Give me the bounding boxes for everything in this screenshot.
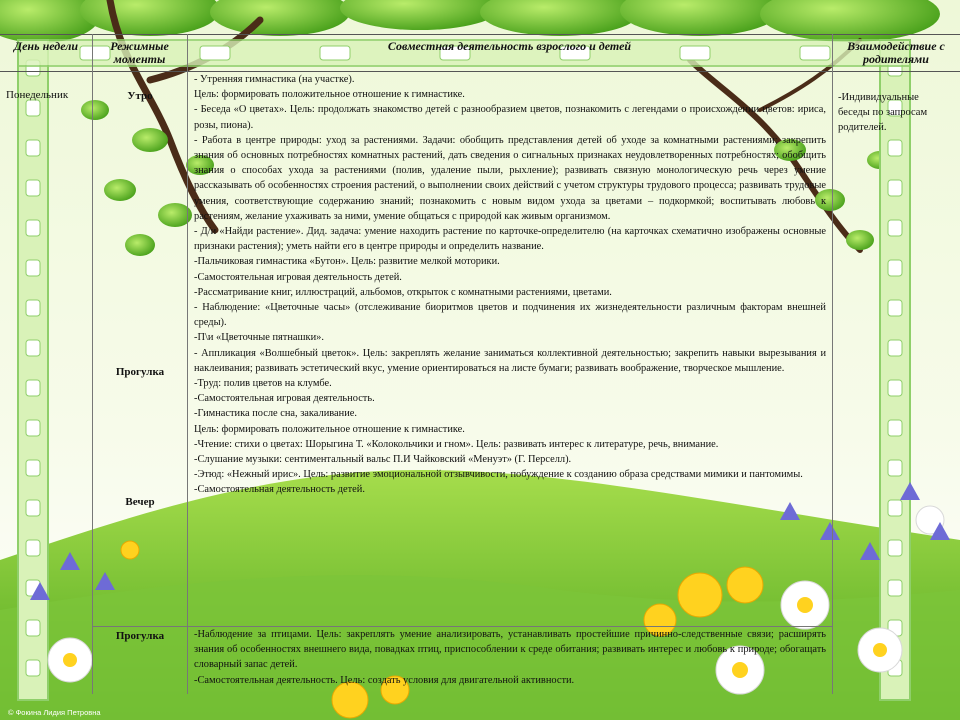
- activity-item: - Работа в центре природы: уход за растениями. Задачи: обобщить представления детей об уходе за комнатными растениями; закрепить знания об основных потребностях комнатных растений, дать сведения о сигнальных признаках неудовлетворенных потребностях; обобщить знания о способах ухода за растениями (полив, удаление пыли, рыхление); развивать связную монологическую речь через умение рассказывать об особенностях строения растений, о выполнении своих действий с учетом структуры трудового процесса; развивать трудовые умения, соответствующие содержанию знаний; познакомить с новым видом ухода за цветами – подкормкой; воспитывать любовь к растениям, желание ухаживать за ними, умение общаться с природой как живым организмом.: [194, 134, 826, 222]
- activity-item: -Самостоятельная деятельность. Цель: создать условия для двигательной активности.: [194, 674, 575, 686]
- activity-item: -Самостоятельная деятельность детей.: [194, 484, 365, 496]
- activity-item: -Слушание музыки: сентиментальный вальс П.И Чайковский «Менуэт» (Г. Перселл).: [194, 454, 572, 466]
- regime-walk: Прогулка: [115, 366, 165, 378]
- activity-item: -Самостоятельная игровая деятельность.: [194, 393, 375, 405]
- activity-content-walk: [194, 627, 826, 688]
- activity-item: Цель: формировать положительное отношение к гимнастике.: [194, 89, 465, 101]
- activity-item: -Наблюдение за птицами. Цель: закреплять умение анализировать, устанавливать простейшие причинно-следственные связи; расширять знания об особенностях внешнего вида, повадках птиц, приспособлении к среде обитания; развивать интерес и любовь к природе; обогащать словарный запас детей.: [194, 629, 826, 671]
- activity-item: -Этюд: «Нежный ирис». Цель: развитие эмоциональной отзывчивости, побуждение к созданию образа средствами мимики и пантомимы.: [194, 469, 803, 481]
- activity-item: -Пальчиковая гимнастика «Бутон». Цель: развитие мелкой моторики.: [194, 256, 500, 268]
- activity-item: - Аппликация «Волшебный цветок». Цель: закреплять желание заниматься коллективной деятельностью; закрепить навыки вырезывания и наклеивания; развивать эстетический вкус, умение ориентироваться на листе бумаги; развивать воображение, творческое мышление.: [194, 347, 826, 374]
- header-activity: Совместная деятельность взрослого и детей: [387, 39, 632, 53]
- activity-item: -Рассматривание книг, иллюстраций, альбомов, открыток с комнатными растениями, цветами.: [194, 286, 612, 298]
- regime-walk-evening: Прогулка: [115, 630, 165, 642]
- activity-item: - Наблюдение: «Цветочные часы» (отслеживание биоритмов цветов и подчинения их жизнедеятельности различным факторам внешней среды).: [194, 302, 826, 329]
- activity-content: [194, 72, 826, 498]
- parents-interaction: -Индивидуальные беседы по запросам родителей.: [838, 92, 928, 133]
- activity-item: -Гимнастика после сна, закаливание.: [194, 408, 357, 420]
- column-divider: [832, 34, 833, 694]
- activity-item: -П\и «Цветочные пятнашки».: [194, 332, 324, 344]
- copyright-text: © Фокина Лидия Петровна: [8, 708, 101, 717]
- activity-item: -Труд: полив цветов на клумбе.: [194, 378, 332, 390]
- table-header-row: [0, 34, 960, 72]
- header-parents: Взаимодействие с родителями: [847, 39, 945, 66]
- header-regime: Режимные моменты: [110, 39, 169, 66]
- activity-item: - Утренняя гимнастика (на участке).: [194, 74, 355, 85]
- plan-table: [0, 34, 960, 694]
- activity-item: Цель: формировать положительное отношение к гимнастике.: [194, 423, 465, 435]
- column-divider: [92, 34, 93, 694]
- activity-item: - Беседа «О цветах». Цель: продолжать знакомство детей с разнообразием цветов, познакомить с легендами о происхождении цветов: ириса, розы, пиона).: [194, 104, 826, 131]
- regime-morning: Утро: [127, 90, 153, 102]
- activity-item: - Д/и «Найди растение». Дид. задача: умение находить растение по карточке-определителю (на карточках схематично изображены основные признаки растения); уметь найти его в центре природы и определить название.: [194, 226, 826, 253]
- column-divider: [187, 34, 188, 694]
- regime-evening: Вечер: [125, 496, 155, 508]
- header-day: День недели: [13, 39, 79, 53]
- activity-item: -Самостоятельная игровая деятельность детей.: [194, 271, 402, 283]
- day-label: Понедельник: [6, 89, 69, 101]
- activity-item: -Чтение: стихи о цветах: Шорыгина Т. «Колокольчики и гном». Цель: развивать интерес к литературе, речь, внимание.: [194, 438, 719, 450]
